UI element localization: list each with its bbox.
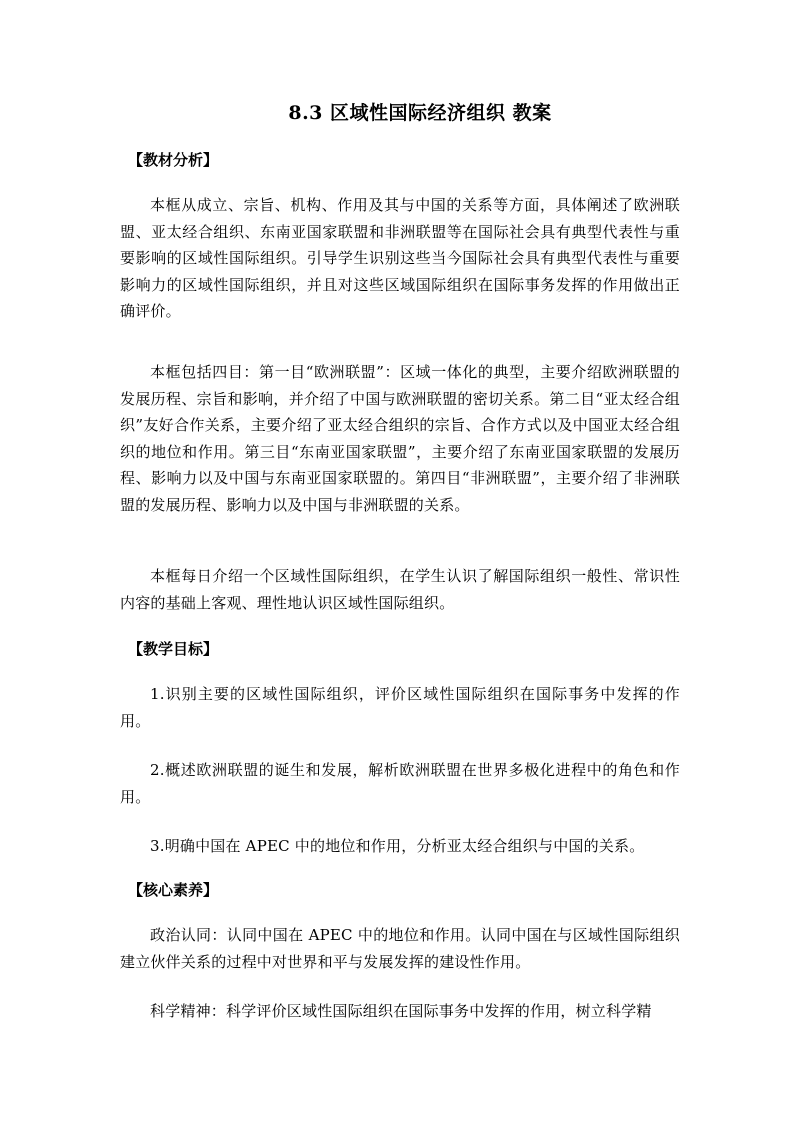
literacy-paragraph-2: 科学精神：科学评价区域性国际组织在国际事务中发挥的作用，树立科学精 <box>150 1002 652 1020</box>
goal-item-1: 1.识别主要的区域性国际组织，评价区域性国际组织在国际事务中发挥的作用。 <box>120 685 680 730</box>
analysis-paragraph-2: 本框包括四目：第一目“欧洲联盟”：区域一体化的典型，主要介绍欧洲联盟的发展历程、宗旨和影响，并介绍了中国与欧洲联盟的密切关系。第二目“亚太经合组织”友好合作关系，主要介绍了亚太经合组织的宗旨、合作方式以及中国亚太经合组织的地位和作用。第三目“东南亚国家联盟”，主要介绍了东南亚国家联盟的发展历程、影响力以及中国与东南亚国家联盟的。第四目“非洲联盟”，主要介绍了非洲联盟的发展历程、影响力以及中国与非洲联盟的关系。 <box>120 363 680 514</box>
goal-item-2: 2.概述欧洲联盟的诞生和发展，解析欧洲联盟在世界多极化进程中的角色和作用。 <box>120 761 680 806</box>
section-heading-literacy: 【核心素养】 <box>128 881 219 899</box>
section-heading-analysis: 【教材分析】 <box>128 151 219 169</box>
section-heading-goals: 【教学目标】 <box>128 640 219 658</box>
literacy-paragraph-1: 政治认同：认同中国在 APEC 中的地位和作用。认同中国在与区域性国际组织建立伙伴关系的过程中对世界和平与发展发挥的建设性作用。 <box>120 926 680 971</box>
analysis-paragraph-3: 本框每日介绍一个区域性国际组织，在学生认识了解国际组织一般性、常识性内容的基础上客观、理性地认识区域性国际组织。 <box>120 567 680 612</box>
analysis-paragraph-1: 本框从成立、宗旨、机构、作用及其与中国的关系等方面，具体阐述了欧洲联盟、亚太经合组织、东南亚国家联盟和非洲联盟等在国际社会具有典型代表性与重要影响的区域性国际组织。引导学生识别这些当今国际社会具有典型代表性与重要影响力的区域性国际组织，并且对这些区域国际组织在国际事务发挥的作用做出正确评价。 <box>120 196 680 320</box>
goal-item-3: 3.明确中国在 APEC 中的地位和作用，分析亚太经合组织与中国的关系。 <box>150 837 645 855</box>
page-title: 8.3 区域性国际经济组织 教案 <box>288 102 552 124</box>
